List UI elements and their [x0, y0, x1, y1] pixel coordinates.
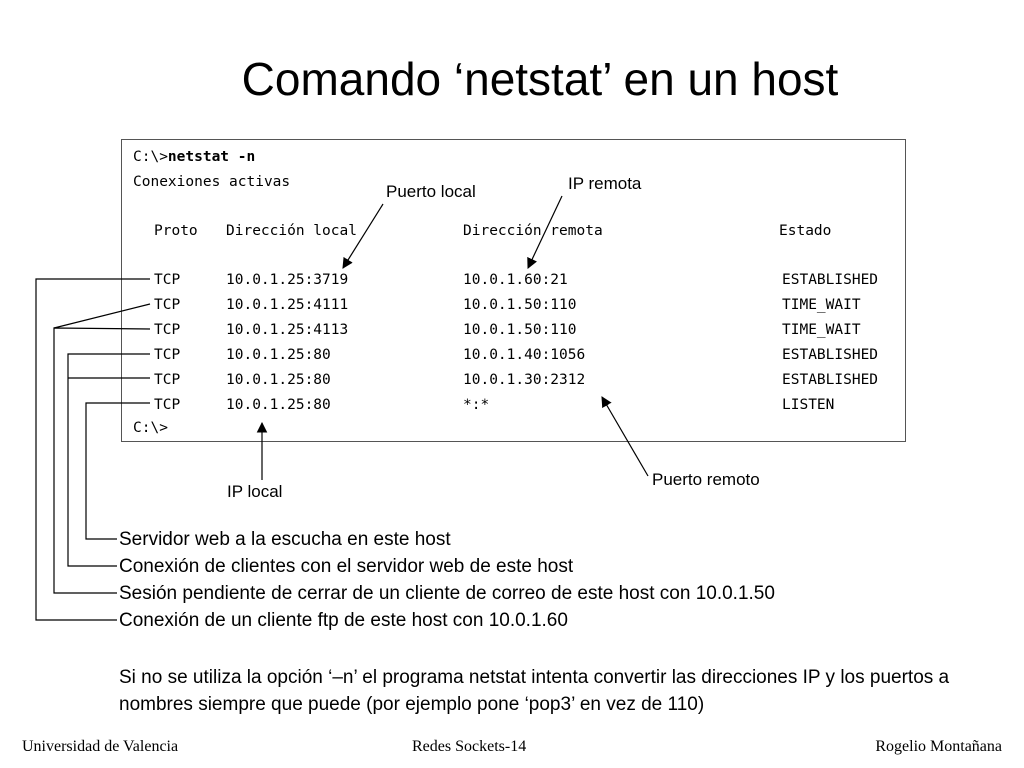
row-remote-address: 10.0.1.50:110	[463, 297, 577, 313]
row-state: ESTABLISHED	[782, 372, 879, 388]
connector-ftp	[36, 279, 150, 620]
row-proto: TCP	[154, 272, 181, 288]
legend-item-web-clients: Conexión de clientes con el servidor web de este host	[119, 556, 574, 577]
end-prompt: C:\>	[133, 420, 168, 436]
row-proto: TCP	[154, 297, 181, 313]
row-local-address: 10.0.1.25:4113	[226, 322, 349, 338]
row-local-address: 10.0.1.25:80	[226, 397, 331, 413]
command-text: netstat -n	[167, 149, 256, 165]
arrow-puerto-remoto	[602, 397, 648, 476]
row-state: TIME_WAIT	[782, 297, 861, 313]
terminal-header: Conexiones activas	[133, 174, 291, 190]
column-header-state: Estado	[779, 223, 832, 239]
row-proto: TCP	[154, 372, 181, 388]
row-state: ESTABLISHED	[782, 347, 879, 363]
connector-web-a	[68, 354, 150, 566]
row-state: ESTABLISHED	[782, 272, 879, 288]
row-state: TIME_WAIT	[782, 322, 861, 338]
footer-university: Universidad de Valencia	[22, 738, 179, 755]
slide-title: Comando ‘netstat’ en un host	[241, 53, 839, 105]
connector-mail-a	[54, 304, 150, 328]
arrow-ip-remota	[528, 196, 562, 268]
legend-item-listen: Servidor web a la escucha en este host	[119, 529, 451, 550]
callout-puerto-local: Puerto local	[386, 182, 476, 201]
row-proto: TCP	[154, 347, 181, 363]
note-text: Si no se utiliza la opción ‘–n’ el programa netstat intenta convertir las direcciones IP y los puertos a nombres siempre que puede (por ejemplo pone ‘pop3’ en vez de 110)	[119, 667, 950, 715]
row-local-address: 10.0.1.25:80	[226, 372, 331, 388]
arrow-puerto-local	[343, 204, 383, 268]
footer-author: Rogelio Montañana	[875, 738, 1002, 755]
column-header-remote: Dirección remota	[463, 223, 603, 239]
prompt: C:\>	[133, 149, 168, 165]
row-state: LISTEN	[782, 397, 835, 413]
row-remote-address: 10.0.1.50:110	[463, 322, 577, 338]
callout-ip-remota: IP remota	[568, 174, 642, 193]
row-local-address: 10.0.1.25:80	[226, 347, 331, 363]
row-proto: TCP	[154, 322, 181, 338]
row-proto: TCP	[154, 397, 181, 413]
connector-listen	[86, 403, 150, 539]
column-header-local: Dirección local	[226, 223, 357, 239]
row-remote-address: 10.0.1.60:21	[463, 272, 568, 288]
row-remote-address: 10.0.1.30:2312	[463, 372, 586, 388]
callout-ip-local: IP local	[227, 482, 283, 501]
row-remote-address: 10.0.1.40:1056	[463, 347, 586, 363]
column-header-proto: Proto	[154, 223, 198, 239]
row-local-address: 10.0.1.25:4111	[226, 297, 349, 313]
footer-slide-number: Redes Sockets-14	[412, 738, 527, 755]
callout-puerto-remoto: Puerto remoto	[652, 470, 760, 489]
legend-item-ftp: Conexión de un cliente ftp de este host con 10.0.1.60	[119, 610, 568, 631]
row-remote-address: *:*	[463, 397, 490, 413]
row-local-address: 10.0.1.25:3719	[226, 272, 349, 288]
legend-item-mail-session: Sesión pendiente de cerrar de un cliente de correo de este host con 10.0.1.50	[119, 583, 775, 604]
